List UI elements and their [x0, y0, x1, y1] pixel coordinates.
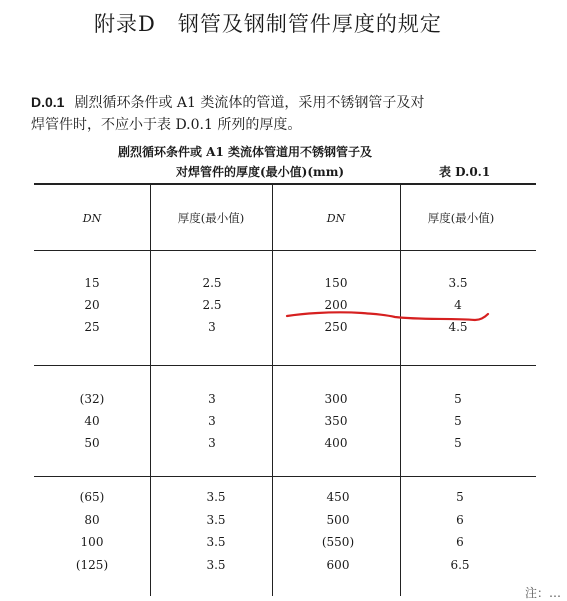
table-cell-dn: 300 — [324, 392, 348, 406]
table-cell-thickness: 3 — [208, 436, 216, 450]
table-cell-thickness: 6 — [456, 535, 464, 549]
table-cell-thickness: 2.5 — [202, 276, 222, 290]
table-cell-thickness: 5 — [454, 392, 462, 406]
table-cell-thickness: 6.5 — [450, 558, 470, 572]
table-cell-dn: (32) — [79, 392, 105, 406]
table-cell-dn: 100 — [80, 535, 104, 549]
table-cell-thickness: 3.5 — [206, 513, 226, 527]
table-cell-dn: 400 — [324, 436, 348, 450]
table-title-line-2: 对焊管件的厚度(最小值)(mm) — [176, 165, 345, 179]
clause-text-1: 剧烈循环条件或 A1 类流体的管道，采用不锈钢管子及对 — [74, 95, 425, 111]
table-cell-dn: (125) — [75, 558, 109, 572]
table-cell-thickness: 3.5 — [206, 490, 226, 504]
table-cell-thickness: 3 — [208, 392, 216, 406]
table-cell-thickness: 5 — [454, 414, 462, 428]
table-cell-dn: 150 — [324, 276, 348, 290]
table-cell-thickness: 3 — [208, 414, 216, 428]
table-cell-dn: (550) — [321, 535, 355, 549]
appendix-title: 附录D 钢管及钢制管件厚度的规定 — [94, 12, 442, 36]
table-cell-thickness: 3.5 — [206, 558, 226, 572]
table-cell-dn: 350 — [324, 414, 348, 428]
column-header-thickness-1: 厚度(最小值) — [177, 211, 245, 225]
table-cell-thickness: 2.5 — [202, 298, 222, 312]
table-number: 表 D.0.1 — [439, 165, 491, 179]
table-cell-dn: 500 — [326, 513, 350, 527]
table-cell-dn: 200 — [324, 298, 348, 312]
table-cell-thickness: 4 — [454, 298, 462, 312]
table-title-line-1: 剧烈循环条件或 A1 类流体管道用不锈钢管子及 — [118, 145, 373, 159]
table-cell-dn: (65) — [79, 490, 105, 504]
column-header-dn-2: DN — [326, 212, 346, 225]
table-cell-dn: 80 — [84, 513, 100, 527]
table-cell-dn: 50 — [84, 436, 100, 450]
table-cell-dn: 450 — [326, 490, 350, 504]
clause-line-2: 焊管件时，不应小于表 D.0.1 所列的厚度。 — [31, 117, 302, 133]
table-cell-thickness: 6 — [456, 513, 464, 527]
table-cell-thickness: 3.5 — [448, 276, 468, 290]
column-header-thickness-2: 厚度(最小值) — [427, 211, 495, 225]
table-cell-thickness: 4.5 — [448, 320, 468, 334]
table-cell-thickness: 3 — [208, 320, 216, 334]
table-cell-thickness: 5 — [454, 436, 462, 450]
table-cell-thickness: 3.5 — [206, 535, 226, 549]
column-header-dn-1: DN — [82, 212, 102, 225]
table-cell-dn: 600 — [326, 558, 350, 572]
table-cell-thickness: 5 — [456, 490, 464, 504]
table-cell-dn: 15 — [84, 276, 100, 290]
clause-number: D.0.1 — [31, 94, 65, 110]
table-cell-dn: 20 — [84, 298, 100, 312]
table-cell-dn: 250 — [324, 320, 348, 334]
table-cell-dn: 40 — [84, 414, 100, 428]
bottom-cutoff-text: 注：… — [524, 586, 561, 600]
table-cell-dn: 25 — [84, 320, 100, 334]
